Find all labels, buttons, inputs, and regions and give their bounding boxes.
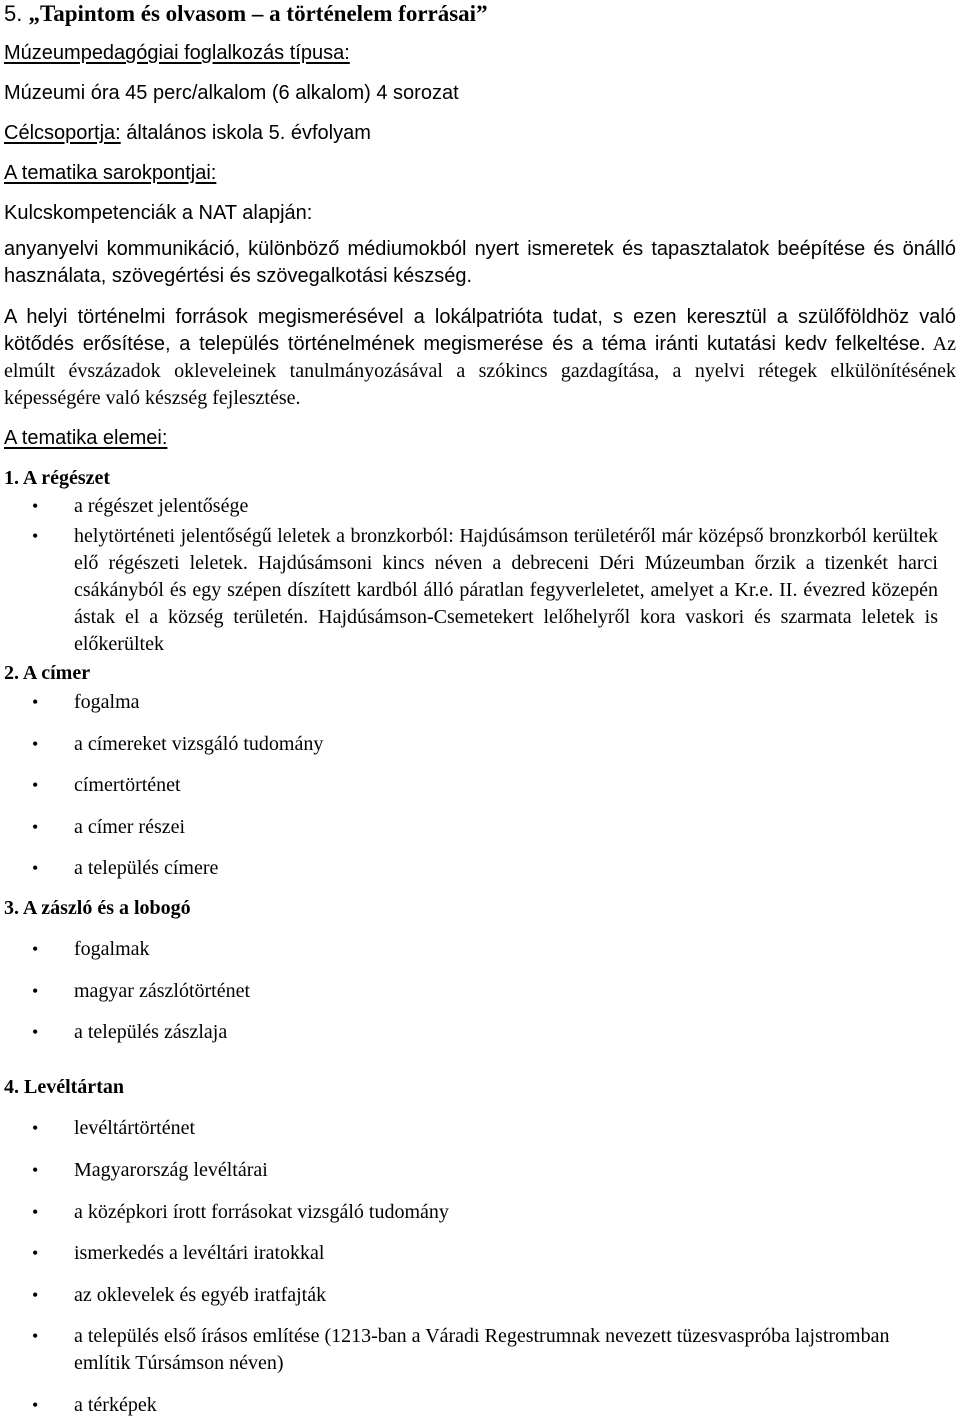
document-title bbox=[4, 0, 956, 27]
list-item: a középkori írott forrásokat vizsgáló tudomány bbox=[74, 1201, 449, 1223]
list-item: címertörténet bbox=[74, 774, 181, 796]
bullet-icon: • bbox=[32, 1022, 39, 1042]
bullet-icon: • bbox=[32, 1285, 39, 1305]
bullet-icon: • bbox=[32, 496, 39, 516]
section-heading-coat-of-arms: 2. A címer bbox=[4, 662, 91, 684]
bullet-icon: • bbox=[32, 734, 39, 754]
local-history-text-1: A helyi történelmi források megismerésével a lokálpatrióta tudat, s ezen keresztül a szülőföldhöz való kötődés erősítése, a település történelmének megismerése és a téma iránti kutatási kedv felkeltése. bbox=[4, 306, 956, 355]
bullet-icon: • bbox=[32, 981, 39, 1001]
focus-label: A tematika sarokpontjai: bbox=[4, 162, 217, 184]
section-heading-archaeology: 1. A régészet bbox=[4, 467, 111, 489]
list-item: fogalma bbox=[74, 691, 140, 713]
list-item: ismerkedés a levéltári iratokkal bbox=[74, 1242, 325, 1264]
list-item: az oklevelek és egyéb iratfajták bbox=[74, 1284, 327, 1306]
target-value: általános iskola 5. évfolyam bbox=[126, 122, 371, 144]
list-item: levéltártörténet bbox=[74, 1117, 196, 1139]
target-label: Célcsoportja: bbox=[4, 122, 121, 144]
local-history-text-2: Az elmúlt évszázadok okleveleinek tanulmányozásával a szókincs gazdagítása, a nyelvi rétegek elkülönítésének képességére való készség fejlesztése. bbox=[4, 333, 956, 409]
list-item: a település címere bbox=[74, 857, 219, 879]
bullet-icon: • bbox=[32, 1243, 39, 1263]
section-heading-flag: 3. A zászló és a lobogó bbox=[4, 897, 191, 919]
bullet-icon: • bbox=[32, 1160, 39, 1180]
type-label: Múzeumpedagógiai foglalkozás típusa: bbox=[4, 42, 350, 64]
section-number: 5. bbox=[4, 1, 23, 26]
list-item: a címereket vizsgáló tudomány bbox=[74, 733, 324, 755]
list-item: a térképek bbox=[74, 1394, 157, 1416]
list-item: helytörténeti jelentőségű leletek a bronzkorból: Hajdúsámson területéről már középső bronzkorból kerültek elő régészeti leletek. Hajdúsámsoni kincs néven a debreceni Déri Múzeumban őrzik a tizenkét harci csákányból és egy szépen díszített kardból álló páratlan fegyverleletet, amelyet a Kr.e. II. évezred közepén ástak el a község területén. Hajdúsámson-Csemetekert lelőhelyről kora vaskori és szarmata leletek is előkerültek bbox=[74, 525, 938, 655]
competencies-label: Kulcskompetenciák a NAT alapján: bbox=[4, 202, 313, 224]
bullet-icon: • bbox=[32, 692, 39, 712]
bullet-icon: • bbox=[32, 858, 39, 878]
bullet-icon: • bbox=[32, 939, 39, 959]
list-item: a település zászlaja bbox=[74, 1021, 228, 1043]
competencies-paragraph: anyanyelvi kommunikáció, különböző médiumokból nyert ismeretek és tapasztalatok beépítése és önálló használata, szövegértési és szövegalkotási készség. bbox=[4, 238, 956, 287]
list-item: magyar zászlótörténet bbox=[74, 980, 251, 1002]
type-value: Múzeumi óra 45 perc/alkalom (6 alkalom) 4 sorozat bbox=[4, 82, 459, 104]
title-text: „Tapintom és olvasom – a történelem forrásai” bbox=[28, 1, 488, 26]
bullet-icon: • bbox=[32, 817, 39, 837]
bullet-icon: • bbox=[32, 1118, 39, 1138]
bullet-icon: • bbox=[32, 1202, 39, 1222]
list-item: Magyarország levéltárai bbox=[74, 1159, 268, 1181]
bullet-icon: • bbox=[32, 775, 39, 795]
bullet-icon: • bbox=[32, 1395, 39, 1415]
list-item: a címer részei bbox=[74, 816, 186, 838]
section-heading-archives: 4. Levéltártan bbox=[4, 1076, 124, 1098]
elements-label: A tematika elemei: bbox=[4, 427, 168, 449]
list-item: a település első írásos említése (1213-ban a Váradi Regestrumnak nevezett tüzesvaspróba lajstromban említik Túrsámson néven) bbox=[74, 1325, 890, 1374]
bullet-icon: • bbox=[32, 526, 39, 546]
list-item: a régészet jelentősége bbox=[74, 495, 249, 517]
local-history-paragraph bbox=[4, 304, 956, 412]
bullet-icon: • bbox=[32, 1326, 39, 1346]
target-line bbox=[4, 120, 956, 147]
list-item: fogalmak bbox=[74, 938, 150, 960]
